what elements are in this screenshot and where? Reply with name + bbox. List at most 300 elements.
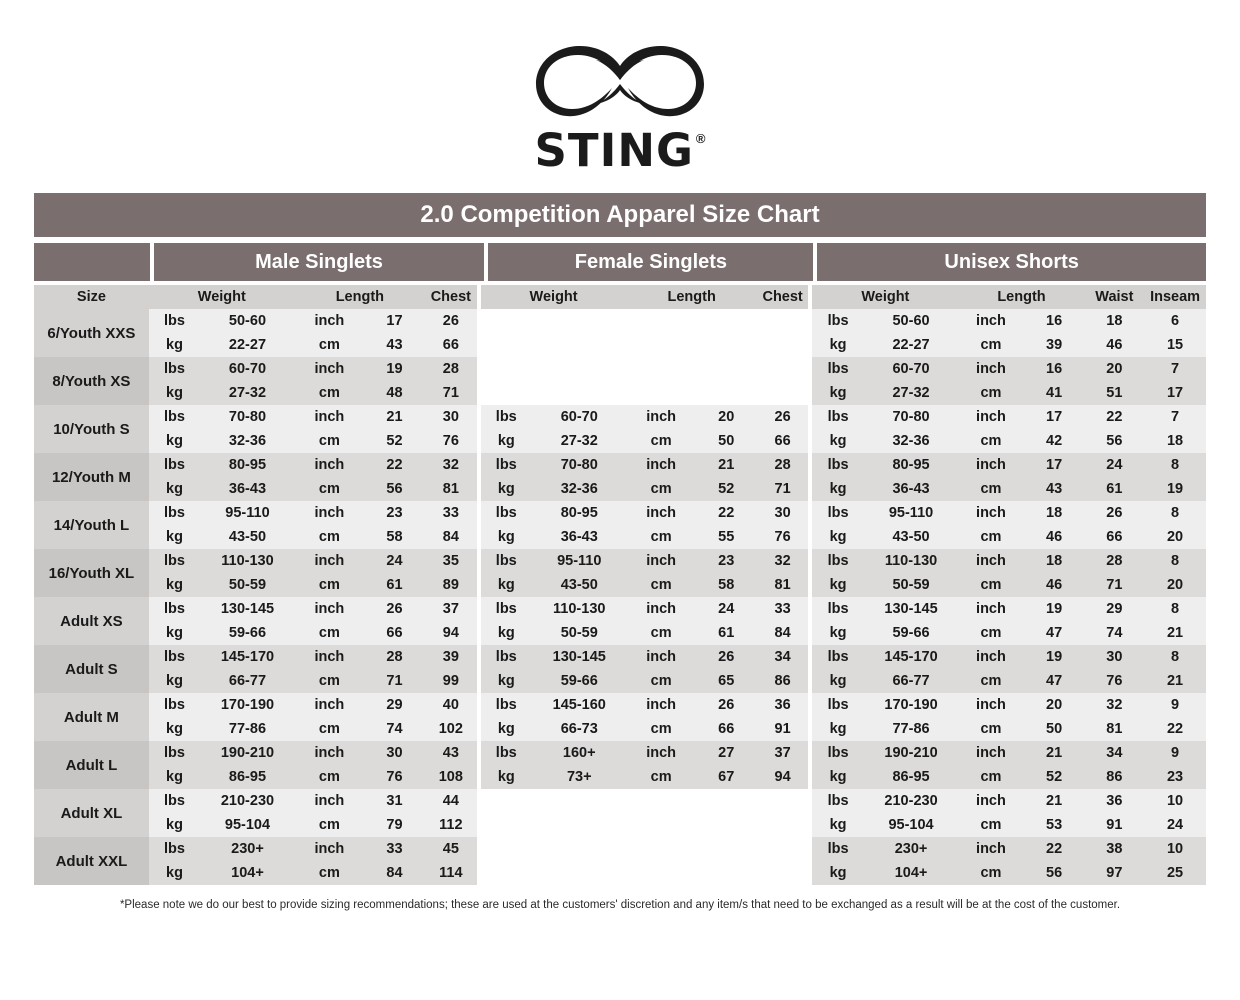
- male-length-unit-metric: cm: [295, 669, 364, 693]
- unisex-waist-inch: 24: [1085, 453, 1145, 477]
- male-length-unit: inch: [295, 405, 364, 429]
- row-size-label: 10/Youth S: [34, 405, 149, 453]
- female-chest-cm: 76: [757, 525, 809, 549]
- female-weight-unit: lbs: [481, 693, 532, 717]
- female-chest-inch: 28: [757, 453, 809, 477]
- unisex-inseam-cm: 18: [1144, 429, 1206, 453]
- male-length-unit-metric: cm: [295, 861, 364, 885]
- unisex-inseam-cm: 21: [1144, 669, 1206, 693]
- male-weight-kg: 27-32: [200, 381, 295, 405]
- male-length-unit: inch: [295, 453, 364, 477]
- female-chest-inch: 36: [757, 693, 809, 717]
- male-chest-inch: 26: [425, 309, 477, 333]
- female-length-unit-metric: cm: [627, 669, 696, 693]
- unisex-waist-cm: 97: [1085, 861, 1145, 885]
- female-weight-lbs: 60-70: [532, 405, 627, 429]
- unisex-weight-unit: lbs: [812, 837, 863, 861]
- header-male-weight: Weight: [149, 285, 295, 309]
- unisex-weight-kg: 95-104: [864, 813, 959, 837]
- female-length-cm: 66: [696, 717, 757, 741]
- unisex-weight-lbs: 230+: [864, 837, 959, 861]
- female-weight-unit-metric: kg: [481, 525, 532, 549]
- female-length-unit: inch: [627, 645, 696, 669]
- unisex-weight-unit-metric: kg: [812, 861, 863, 885]
- unisex-length-unit: inch: [958, 693, 1023, 717]
- unisex-length-unit-metric: cm: [958, 861, 1023, 885]
- female-length-unit: inch: [627, 741, 696, 765]
- male-length-cm: 58: [364, 525, 425, 549]
- unisex-weight-unit: lbs: [812, 357, 863, 381]
- unisex-length-cm: 47: [1024, 621, 1085, 645]
- unisex-weight-kg: 59-66: [864, 621, 959, 645]
- male-length-cm: 61: [364, 573, 425, 597]
- male-chest-inch: 37: [425, 597, 477, 621]
- female-length-cm: [696, 381, 757, 405]
- male-weight-unit-metric: kg: [149, 765, 200, 789]
- unisex-length-unit-metric: cm: [958, 525, 1023, 549]
- table-row: [34, 741, 1206, 765]
- male-length-inch: 30: [364, 741, 425, 765]
- table-row: [34, 405, 1206, 429]
- infinity-bowtie-logo-icon: [520, 34, 720, 126]
- male-length-unit-metric: cm: [295, 333, 364, 357]
- male-weight-lbs: 130-145: [200, 597, 295, 621]
- unisex-waist-inch: 32: [1085, 693, 1145, 717]
- chart-title: 2.0 Competition Apparel Size Chart: [34, 193, 1206, 237]
- header-male-chest: Chest: [425, 285, 477, 309]
- female-weight-kg: 43-50: [532, 573, 627, 597]
- unisex-weight-unit-metric: kg: [812, 813, 863, 837]
- female-length-inch: [696, 789, 757, 813]
- male-weight-kg: 66-77: [200, 669, 295, 693]
- row-size-label: Adult XS: [34, 597, 149, 645]
- unisex-weight-unit-metric: kg: [812, 717, 863, 741]
- table-row: [34, 309, 1206, 333]
- female-weight-kg: 66-73: [532, 717, 627, 741]
- male-chest-cm: 99: [425, 669, 477, 693]
- female-weight-lbs: 110-130: [532, 597, 627, 621]
- male-weight-lbs: 95-110: [200, 501, 295, 525]
- unisex-inseam-inch: 7: [1144, 405, 1206, 429]
- unisex-length-inch: 20: [1024, 693, 1085, 717]
- unisex-inseam-inch: 7: [1144, 357, 1206, 381]
- unisex-weight-lbs: 50-60: [864, 309, 959, 333]
- unisex-weight-lbs: 130-145: [864, 597, 959, 621]
- unisex-length-cm: 42: [1024, 429, 1085, 453]
- female-length-cm: 65: [696, 669, 757, 693]
- male-length-unit: inch: [295, 741, 364, 765]
- female-chest-inch: 26: [757, 405, 809, 429]
- unisex-weight-unit: lbs: [812, 309, 863, 333]
- female-weight-kg: [532, 861, 627, 885]
- table-row: [34, 645, 1206, 669]
- male-length-cm: 66: [364, 621, 425, 645]
- male-weight-unit-metric: kg: [149, 861, 200, 885]
- unisex-weight-lbs: 80-95: [864, 453, 959, 477]
- unisex-length-unit: inch: [958, 357, 1023, 381]
- male-weight-lbs: 70-80: [200, 405, 295, 429]
- row-size-label: 6/Youth XXS: [34, 309, 149, 357]
- male-chest-inch: 44: [425, 789, 477, 813]
- unisex-weight-lbs: 70-80: [864, 405, 959, 429]
- female-weight-unit: lbs: [481, 645, 532, 669]
- female-length-inch: [696, 309, 757, 333]
- female-length-inch: 21: [696, 453, 757, 477]
- unisex-length-inch: 19: [1024, 597, 1085, 621]
- unisex-inseam-inch: 8: [1144, 549, 1206, 573]
- unisex-inseam-inch: 6: [1144, 309, 1206, 333]
- female-length-unit: [627, 789, 696, 813]
- male-weight-unit: lbs: [149, 309, 200, 333]
- female-length-cm: 55: [696, 525, 757, 549]
- male-length-unit-metric: cm: [295, 813, 364, 837]
- female-length-cm: 58: [696, 573, 757, 597]
- male-weight-unit: lbs: [149, 741, 200, 765]
- female-weight-unit-metric: kg: [481, 669, 532, 693]
- male-length-inch: 23: [364, 501, 425, 525]
- male-chest-inch: 43: [425, 741, 477, 765]
- female-weight-unit: [481, 837, 532, 861]
- female-length-inch: 22: [696, 501, 757, 525]
- unisex-weight-unit-metric: kg: [812, 477, 863, 501]
- female-length-unit: inch: [627, 453, 696, 477]
- unisex-length-inch: 16: [1024, 357, 1085, 381]
- male-weight-kg: 86-95: [200, 765, 295, 789]
- unisex-weight-unit-metric: kg: [812, 381, 863, 405]
- table-row: [34, 453, 1206, 477]
- unisex-length-unit-metric: cm: [958, 381, 1023, 405]
- unisex-inseam-inch: 9: [1144, 693, 1206, 717]
- male-chest-inch: 32: [425, 453, 477, 477]
- unisex-length-unit: inch: [958, 837, 1023, 861]
- male-weight-unit: lbs: [149, 501, 200, 525]
- unisex-length-inch: 17: [1024, 405, 1085, 429]
- unisex-length-unit-metric: cm: [958, 765, 1023, 789]
- male-weight-kg: 50-59: [200, 573, 295, 597]
- male-weight-unit: lbs: [149, 453, 200, 477]
- male-weight-unit-metric: kg: [149, 429, 200, 453]
- table-row: [34, 669, 1206, 693]
- male-length-unit: inch: [295, 789, 364, 813]
- male-length-unit-metric: cm: [295, 717, 364, 741]
- table-row: [34, 525, 1206, 549]
- male-weight-kg: 95-104: [200, 813, 295, 837]
- header-male-length: Length: [295, 285, 425, 309]
- unisex-length-cm: 46: [1024, 573, 1085, 597]
- section-header-male-singlets: Male Singlets: [154, 243, 485, 281]
- unisex-length-unit-metric: cm: [958, 717, 1023, 741]
- unisex-length-unit: inch: [958, 741, 1023, 765]
- unisex-inseam-inch: 8: [1144, 645, 1206, 669]
- male-length-inch: 21: [364, 405, 425, 429]
- male-length-inch: 24: [364, 549, 425, 573]
- female-length-inch: 23: [696, 549, 757, 573]
- unisex-waist-inch: 30: [1085, 645, 1145, 669]
- male-chest-cm: 108: [425, 765, 477, 789]
- female-length-inch: 26: [696, 645, 757, 669]
- male-length-unit: inch: [295, 309, 364, 333]
- table-row: [34, 861, 1206, 885]
- female-weight-lbs: 70-80: [532, 453, 627, 477]
- female-chest-inch: 32: [757, 549, 809, 573]
- male-weight-unit-metric: kg: [149, 525, 200, 549]
- female-length-unit: inch: [627, 501, 696, 525]
- male-weight-lbs: 50-60: [200, 309, 295, 333]
- table-row: [34, 549, 1206, 573]
- male-length-cm: 74: [364, 717, 425, 741]
- row-size-label: 12/Youth M: [34, 453, 149, 501]
- female-length-inch: 20: [696, 405, 757, 429]
- female-length-unit-metric: cm: [627, 477, 696, 501]
- unisex-waist-cm: 81: [1085, 717, 1145, 741]
- female-chest-inch: [757, 357, 809, 381]
- unisex-length-inch: 16: [1024, 309, 1085, 333]
- female-length-unit: [627, 357, 696, 381]
- female-length-unit-metric: cm: [627, 573, 696, 597]
- unisex-length-unit-metric: cm: [958, 429, 1023, 453]
- unisex-length-inch: 18: [1024, 501, 1085, 525]
- unisex-weight-unit-metric: kg: [812, 669, 863, 693]
- female-weight-lbs: [532, 837, 627, 861]
- unisex-length-unit-metric: cm: [958, 333, 1023, 357]
- table-row: [34, 333, 1206, 357]
- male-weight-unit: lbs: [149, 837, 200, 861]
- female-weight-lbs: 80-95: [532, 501, 627, 525]
- male-weight-unit: lbs: [149, 357, 200, 381]
- unisex-waist-cm: 91: [1085, 813, 1145, 837]
- brand-logo: [0, 0, 1240, 177]
- table-row: [34, 717, 1206, 741]
- unisex-length-cm: 39: [1024, 333, 1085, 357]
- male-chest-inch: 28: [425, 357, 477, 381]
- unisex-waist-cm: 46: [1085, 333, 1145, 357]
- unisex-weight-kg: 43-50: [864, 525, 959, 549]
- male-weight-unit: lbs: [149, 789, 200, 813]
- registered-mark: ®: [695, 131, 706, 146]
- unisex-waist-cm: 86: [1085, 765, 1145, 789]
- unisex-weight-unit-metric: kg: [812, 573, 863, 597]
- female-weight-unit: [481, 357, 532, 381]
- male-chest-cm: 76: [425, 429, 477, 453]
- female-weight-kg: [532, 813, 627, 837]
- unisex-length-inch: 18: [1024, 549, 1085, 573]
- unisex-length-cm: 53: [1024, 813, 1085, 837]
- unisex-inseam-inch: 8: [1144, 501, 1206, 525]
- unisex-length-cm: 50: [1024, 717, 1085, 741]
- male-weight-unit: lbs: [149, 549, 200, 573]
- size-table: [34, 285, 1206, 885]
- female-length-cm: 61: [696, 621, 757, 645]
- unisex-inseam-cm: 22: [1144, 717, 1206, 741]
- table-row: [34, 813, 1206, 837]
- unisex-length-inch: 22: [1024, 837, 1085, 861]
- unisex-waist-inch: 20: [1085, 357, 1145, 381]
- female-weight-unit-metric: [481, 333, 532, 357]
- male-chest-inch: 35: [425, 549, 477, 573]
- size-table-wrapper: [0, 285, 1240, 885]
- female-weight-unit-metric: kg: [481, 477, 532, 501]
- female-weight-lbs: 130-145: [532, 645, 627, 669]
- male-weight-kg: 22-27: [200, 333, 295, 357]
- unisex-inseam-cm: 25: [1144, 861, 1206, 885]
- unisex-waist-cm: 74: [1085, 621, 1145, 645]
- unisex-weight-lbs: 190-210: [864, 741, 959, 765]
- table-row: [34, 621, 1206, 645]
- female-chest-inch: 34: [757, 645, 809, 669]
- female-length-unit-metric: cm: [627, 717, 696, 741]
- male-weight-lbs: 170-190: [200, 693, 295, 717]
- header-unisex-inseam: Inseam: [1144, 285, 1206, 309]
- female-chest-inch: [757, 789, 809, 813]
- female-weight-unit-metric: kg: [481, 717, 532, 741]
- male-weight-unit: lbs: [149, 693, 200, 717]
- male-weight-lbs: 145-170: [200, 645, 295, 669]
- female-chest-cm: 86: [757, 669, 809, 693]
- row-size-label: 16/Youth XL: [34, 549, 149, 597]
- female-chest-inch: 30: [757, 501, 809, 525]
- male-chest-inch: 39: [425, 645, 477, 669]
- male-length-cm: 76: [364, 765, 425, 789]
- male-length-inch: 17: [364, 309, 425, 333]
- unisex-inseam-cm: 17: [1144, 381, 1206, 405]
- unisex-inseam-inch: 9: [1144, 741, 1206, 765]
- male-chest-inch: 45: [425, 837, 477, 861]
- female-length-cm: 50: [696, 429, 757, 453]
- unisex-waist-cm: 61: [1085, 477, 1145, 501]
- female-chest-cm: 81: [757, 573, 809, 597]
- row-size-label: 14/Youth L: [34, 501, 149, 549]
- brand-name: STING: [534, 124, 694, 177]
- unisex-inseam-inch: 8: [1144, 597, 1206, 621]
- male-length-cm: 48: [364, 381, 425, 405]
- female-weight-unit: lbs: [481, 741, 532, 765]
- unisex-length-unit: inch: [958, 789, 1023, 813]
- unisex-weight-unit: lbs: [812, 501, 863, 525]
- female-chest-cm: 71: [757, 477, 809, 501]
- table-row: [34, 693, 1206, 717]
- unisex-weight-kg: 66-77: [864, 669, 959, 693]
- row-size-label: Adult S: [34, 645, 149, 693]
- female-weight-kg: [532, 333, 627, 357]
- male-length-unit: inch: [295, 693, 364, 717]
- unisex-inseam-cm: 23: [1144, 765, 1206, 789]
- unisex-weight-unit: lbs: [812, 453, 863, 477]
- unisex-inseam-cm: 20: [1144, 525, 1206, 549]
- male-weight-kg: 77-86: [200, 717, 295, 741]
- unisex-waist-inch: 36: [1085, 789, 1145, 813]
- male-chest-cm: 84: [425, 525, 477, 549]
- male-weight-unit: lbs: [149, 405, 200, 429]
- unisex-length-unit: inch: [958, 597, 1023, 621]
- female-weight-unit: lbs: [481, 549, 532, 573]
- male-length-inch: 19: [364, 357, 425, 381]
- unisex-weight-kg: 104+: [864, 861, 959, 885]
- male-weight-lbs: 230+: [200, 837, 295, 861]
- male-weight-kg: 59-66: [200, 621, 295, 645]
- female-chest-cm: 91: [757, 717, 809, 741]
- female-weight-lbs: [532, 309, 627, 333]
- female-length-cm: [696, 861, 757, 885]
- unisex-weight-unit-metric: kg: [812, 525, 863, 549]
- unisex-waist-inch: 29: [1085, 597, 1145, 621]
- unisex-inseam-inch: 8: [1144, 453, 1206, 477]
- unisex-length-cm: 43: [1024, 477, 1085, 501]
- female-weight-unit-metric: [481, 861, 532, 885]
- male-weight-unit-metric: kg: [149, 333, 200, 357]
- female-chest-inch: [757, 837, 809, 861]
- female-chest-cm: 66: [757, 429, 809, 453]
- row-size-label: Adult L: [34, 741, 149, 789]
- male-chest-inch: 30: [425, 405, 477, 429]
- unisex-weight-lbs: 145-170: [864, 645, 959, 669]
- female-length-inch: 26: [696, 693, 757, 717]
- male-length-unit: inch: [295, 645, 364, 669]
- female-length-unit-metric: cm: [627, 429, 696, 453]
- unisex-weight-kg: 86-95: [864, 765, 959, 789]
- section-header-unisex-shorts: Unisex Shorts: [817, 243, 1206, 281]
- male-weight-unit-metric: kg: [149, 717, 200, 741]
- table-row: [34, 789, 1206, 813]
- unisex-weight-kg: 32-36: [864, 429, 959, 453]
- male-weight-unit-metric: kg: [149, 477, 200, 501]
- female-length-inch: [696, 357, 757, 381]
- header-size: Size: [34, 285, 149, 309]
- unisex-weight-lbs: 110-130: [864, 549, 959, 573]
- unisex-weight-kg: 22-27: [864, 333, 959, 357]
- unisex-length-inch: 21: [1024, 789, 1085, 813]
- unisex-weight-unit-metric: kg: [812, 621, 863, 645]
- unisex-inseam-cm: 21: [1144, 621, 1206, 645]
- unisex-length-unit-metric: cm: [958, 573, 1023, 597]
- female-length-cm: [696, 333, 757, 357]
- male-weight-lbs: 110-130: [200, 549, 295, 573]
- unisex-weight-unit-metric: kg: [812, 765, 863, 789]
- male-chest-cm: 102: [425, 717, 477, 741]
- female-weight-unit-metric: [481, 813, 532, 837]
- male-length-cm: 79: [364, 813, 425, 837]
- male-weight-unit-metric: kg: [149, 381, 200, 405]
- female-chest-cm: 84: [757, 621, 809, 645]
- male-length-unit-metric: cm: [295, 381, 364, 405]
- unisex-length-cm: 47: [1024, 669, 1085, 693]
- male-length-unit: inch: [295, 357, 364, 381]
- unisex-weight-unit: lbs: [812, 789, 863, 813]
- female-weight-unit-metric: kg: [481, 429, 532, 453]
- female-weight-kg: [532, 381, 627, 405]
- male-chest-cm: 81: [425, 477, 477, 501]
- female-length-unit: [627, 837, 696, 861]
- header-unisex-waist: Waist: [1085, 285, 1145, 309]
- female-chest-cm: [757, 333, 809, 357]
- male-weight-kg: 32-36: [200, 429, 295, 453]
- female-length-cm: [696, 813, 757, 837]
- table-row: [34, 837, 1206, 861]
- female-length-inch: 24: [696, 597, 757, 621]
- female-chest-inch: 37: [757, 741, 809, 765]
- male-length-unit-metric: cm: [295, 477, 364, 501]
- female-length-unit-metric: cm: [627, 621, 696, 645]
- male-length-cm: 84: [364, 861, 425, 885]
- male-chest-cm: 94: [425, 621, 477, 645]
- unisex-inseam-cm: 15: [1144, 333, 1206, 357]
- male-length-inch: 29: [364, 693, 425, 717]
- female-weight-kg: 73+: [532, 765, 627, 789]
- male-weight-unit-metric: kg: [149, 813, 200, 837]
- brand-wordmark: [534, 124, 706, 177]
- female-length-unit-metric: [627, 861, 696, 885]
- unisex-waist-inch: 22: [1085, 405, 1145, 429]
- male-length-cm: 71: [364, 669, 425, 693]
